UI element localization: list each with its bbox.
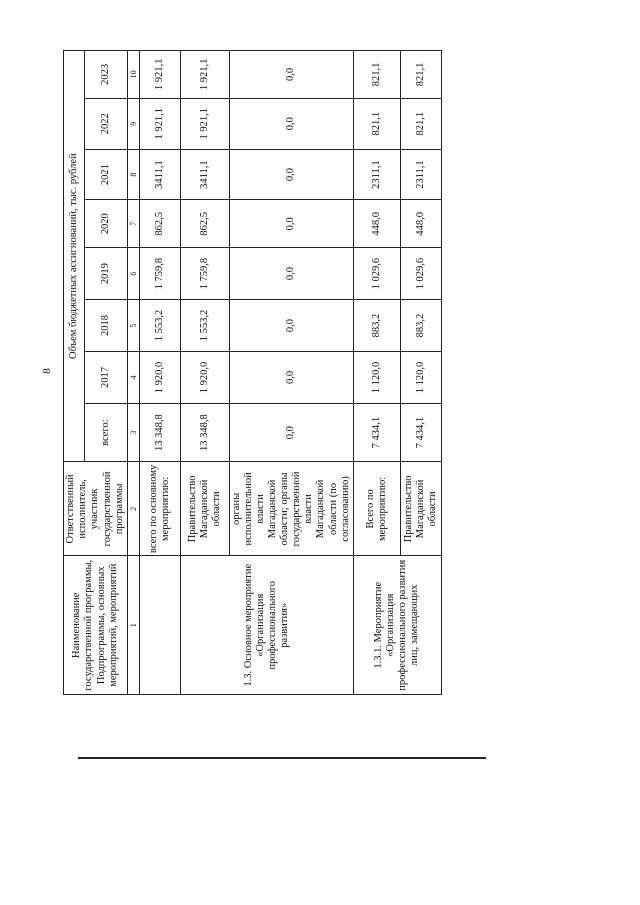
index-cell: 4	[128, 351, 140, 403]
value-cell: 0,0	[230, 98, 354, 149]
value-cell: 448,0	[400, 200, 441, 248]
year-2021: 2021	[85, 149, 128, 200]
value-cell: 1 759,8	[140, 248, 181, 300]
value-cell: 448,0	[353, 200, 400, 248]
header-executor: Ответственный исполнитель, участник государственной программы	[64, 462, 128, 556]
value-cell: 13 348,8	[140, 403, 181, 461]
value-cell: 7 434,1	[353, 403, 400, 461]
rotated-table-container	[63, 50, 523, 695]
value-cell: 1 921,1	[140, 98, 181, 149]
value-cell: 3411,1	[181, 149, 230, 200]
value-cell: 1 120,0	[353, 351, 400, 403]
value-cell: 2311,1	[400, 149, 441, 200]
value-cell: 0,0	[230, 200, 354, 248]
index-cell: 1	[128, 556, 140, 695]
year-2023: 2023	[85, 51, 128, 99]
value-cell: 883,2	[353, 300, 400, 352]
header-row	[64, 51, 85, 695]
year-2019: 2019	[85, 248, 128, 300]
value-cell: 0,0	[230, 403, 354, 461]
table-row	[353, 51, 400, 695]
value-cell: 2311,1	[353, 149, 400, 200]
value-cell: 821,1	[353, 98, 400, 149]
year-2022: 2022	[85, 98, 128, 149]
value-cell: 0,0	[230, 248, 354, 300]
value-cell: 1 759,8	[181, 248, 230, 300]
value-cell: 7 434,1	[400, 403, 441, 461]
index-cell: 3	[128, 403, 140, 461]
year-total: всего:	[85, 403, 128, 461]
value-cell: 0,0	[230, 300, 354, 352]
row-name: 1.3.1. Мероприятие «Организация профессионального развития лиц, замещающих	[353, 556, 441, 695]
index-cell: 5	[128, 300, 140, 352]
value-cell: 0,0	[230, 351, 354, 403]
year-2017: 2017	[85, 351, 128, 403]
value-cell: 821,1	[353, 51, 400, 99]
row-executor: всего по основному мероприятию:	[140, 462, 181, 556]
value-cell: 1 921,1	[181, 51, 230, 99]
value-cell: 1 921,1	[140, 51, 181, 99]
value-cell: 1 553,2	[181, 300, 230, 352]
row-executor: Правительство Магаданской области	[400, 462, 441, 556]
value-cell: 1 921,1	[181, 98, 230, 149]
value-cell: 1 920,0	[140, 351, 181, 403]
value-cell: 0,0	[230, 51, 354, 99]
row-executor: Всего по мероприятию:	[353, 462, 400, 556]
index-cell: 7	[128, 200, 140, 248]
table-row	[140, 51, 181, 695]
header-volume: Объем бюджетных ассигнований, тыс. рублей	[64, 51, 85, 462]
value-cell: 1 029,6	[400, 248, 441, 300]
index-cell: 6	[128, 248, 140, 300]
index-cell: 10	[128, 51, 140, 99]
value-cell: 862,5	[140, 200, 181, 248]
value-cell: 3411,1	[140, 149, 181, 200]
value-cell: 1 120,0	[400, 351, 441, 403]
table-row	[181, 51, 230, 695]
budget-table	[63, 50, 442, 695]
page-number: 8	[40, 368, 53, 374]
page-divider	[78, 757, 486, 759]
row-name	[140, 556, 181, 695]
value-cell: 821,1	[400, 51, 441, 99]
row-name: 1.3. Основное мероприятие «Организация профессионального развития»	[181, 556, 354, 695]
year-2018: 2018	[85, 300, 128, 352]
index-cell: 9	[128, 98, 140, 149]
value-cell: 1 029,6	[353, 248, 400, 300]
value-cell: 883,2	[400, 300, 441, 352]
header-name: Наименование государственной программы, Подпрограммы, основных мероприятий, мероприятий	[64, 556, 128, 695]
value-cell: 1 920,0	[181, 351, 230, 403]
row-executor: органы исполнительной власти Магаданской области; органы государственной власти Магаданской области (по согласованию)	[230, 462, 354, 556]
index-row	[128, 51, 140, 695]
value-cell: 821,1	[400, 98, 441, 149]
value-cell: 862,5	[181, 200, 230, 248]
index-cell: 2	[128, 462, 140, 556]
index-cell: 8	[128, 149, 140, 200]
value-cell: 1 553,2	[140, 300, 181, 352]
value-cell: 13 348,8	[181, 403, 230, 461]
year-2020: 2020	[85, 200, 128, 248]
row-executor: Правительство Магаданской области	[181, 462, 230, 556]
value-cell: 0,0	[230, 149, 354, 200]
